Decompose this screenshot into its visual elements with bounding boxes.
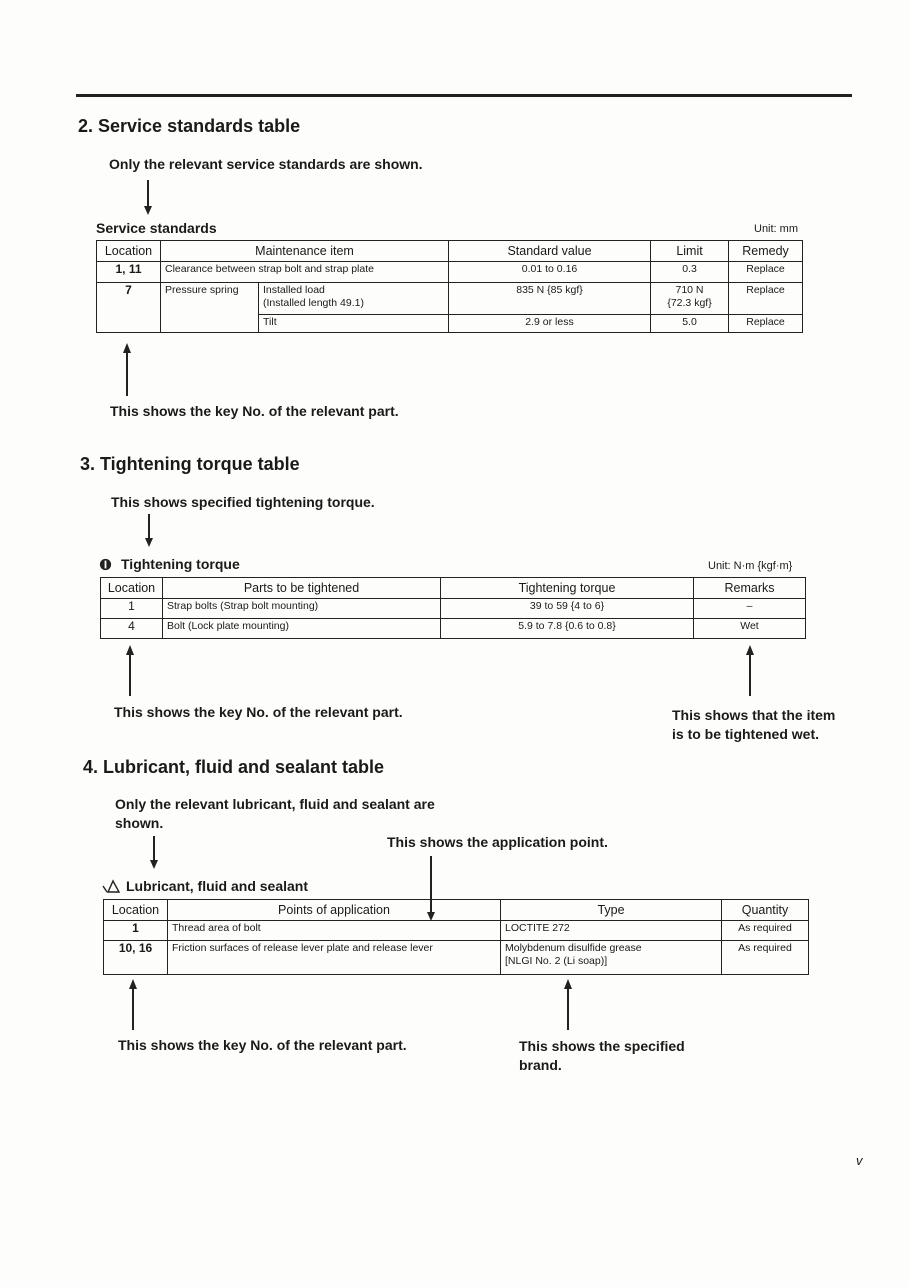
cell-type-subline: [NLGI No. 2 (Li soap)] bbox=[505, 955, 608, 967]
header-points: Points of application bbox=[168, 900, 501, 921]
header-limit: Limit bbox=[651, 241, 729, 262]
cell-points: Thread area of bolt bbox=[168, 921, 501, 941]
arrow-down-line bbox=[153, 836, 155, 862]
header-quantity: Quantity bbox=[722, 900, 809, 921]
cell-maintenance-item: Clearance between strap bolt and strap plate bbox=[161, 262, 449, 283]
arrow-down-icon bbox=[144, 206, 152, 215]
cell-type bbox=[501, 941, 722, 975]
cell-remarks: – bbox=[694, 599, 806, 619]
cell-limit: 5.0 bbox=[651, 315, 729, 333]
section-2-heading: 2. Service standards table bbox=[78, 116, 301, 136]
lubricant-caption: Lubricant, fluid and sealant bbox=[126, 878, 309, 894]
cell-location: 1, 11 bbox=[97, 262, 161, 283]
cell-item-group: Pressure spring bbox=[161, 283, 259, 333]
application-point-note: This shows the application point. bbox=[387, 834, 608, 850]
cell-quantity: As required bbox=[722, 941, 809, 975]
header-remarks: Remarks bbox=[694, 578, 806, 599]
cell-standard-value: 835 N {85 kgf} bbox=[449, 283, 651, 315]
table-header-row bbox=[101, 578, 806, 599]
table-row bbox=[101, 599, 806, 619]
header-parts: Parts to be tightened bbox=[163, 578, 441, 599]
arrow-up-line bbox=[129, 652, 131, 696]
header-type: Type bbox=[501, 900, 722, 921]
lubricant-table bbox=[103, 899, 809, 975]
cell-location: 1 bbox=[101, 599, 163, 619]
torque-symbol-icon bbox=[99, 558, 112, 571]
cell-location: 10, 16 bbox=[104, 941, 168, 975]
section-3-note: This shows specified tightening torque. bbox=[111, 494, 375, 510]
arrow-up-line bbox=[132, 986, 134, 1030]
tightening-torque-unit: Unit: N·m {kgf·m} bbox=[708, 560, 793, 572]
section-4-heading: 4. Lubricant, fluid and sealant table bbox=[83, 757, 385, 777]
cell-points: Friction surfaces of release lever plate and release lever bbox=[168, 941, 501, 975]
table-row bbox=[97, 283, 803, 315]
table-header-row bbox=[104, 900, 809, 921]
header-remedy: Remedy bbox=[729, 241, 803, 262]
arrow-up-line bbox=[126, 350, 128, 396]
cell-maintenance-item bbox=[259, 283, 449, 315]
cell-torque: 5.9 to 7.8 {0.6 to 0.8} bbox=[441, 619, 694, 639]
header-torque: Tightening torque bbox=[441, 578, 694, 599]
cell-item-line: Installed load bbox=[263, 284, 325, 296]
section-4-note-line-2: shown. bbox=[115, 815, 164, 831]
arrow-down-icon bbox=[145, 538, 153, 547]
table-row bbox=[104, 921, 809, 941]
top-rule bbox=[76, 94, 852, 97]
table-header-row bbox=[97, 241, 803, 262]
header-standard-value: Standard value bbox=[449, 241, 651, 262]
tightening-torque-caption: Tightening torque bbox=[121, 556, 240, 572]
cell-remedy: Replace bbox=[729, 283, 803, 315]
table-row bbox=[97, 262, 803, 283]
service-standards-table bbox=[96, 240, 803, 333]
cell-remedy: Replace bbox=[729, 262, 803, 283]
cell-item-subline: (Installed length 49.1) bbox=[263, 297, 364, 309]
header-maintenance-item: Maintenance item bbox=[161, 241, 449, 262]
key-number-note: This shows the key No. of the relevant part. bbox=[110, 403, 399, 419]
cell-type-line: Molybdenum disulfide grease bbox=[505, 942, 642, 954]
brand-note-line-1: This shows the specified bbox=[519, 1038, 685, 1054]
cell-parts: Bolt (Lock plate mounting) bbox=[163, 619, 441, 639]
section-2-note: Only the relevant service standards are shown. bbox=[109, 156, 423, 172]
cell-limit-line: 710 N bbox=[675, 284, 704, 296]
table-row bbox=[101, 619, 806, 639]
tightening-torque-table bbox=[100, 577, 806, 639]
section-4-note-line-1: Only the relevant lubricant, fluid and sealant are bbox=[115, 796, 435, 812]
cell-remarks: Wet bbox=[694, 619, 806, 639]
header-location: Location bbox=[104, 900, 168, 921]
cell-limit-subline: {72.3 kgf} bbox=[667, 297, 712, 309]
cell-location: 7 bbox=[97, 283, 161, 333]
cell-location: 4 bbox=[101, 619, 163, 639]
service-standards-caption: Service standards bbox=[96, 220, 217, 236]
page-number: v bbox=[856, 1153, 863, 1168]
cell-standard-value: 2.9 or less bbox=[449, 315, 651, 333]
cell-torque: 39 to 59 {4 to 6} bbox=[441, 599, 694, 619]
sealant-symbol-icon bbox=[102, 878, 121, 894]
cell-type: LOCTITE 272 bbox=[501, 921, 722, 941]
table-row bbox=[104, 941, 809, 975]
cell-limit bbox=[651, 283, 729, 315]
arrow-down-icon bbox=[150, 860, 158, 869]
key-number-note: This shows the key No. of the relevant part. bbox=[118, 1037, 407, 1053]
brand-note-line-2: brand. bbox=[519, 1057, 562, 1073]
cell-maintenance-item: Tilt bbox=[259, 315, 449, 333]
section-3-heading: 3. Tightening torque table bbox=[80, 454, 300, 474]
arrow-up-line bbox=[749, 652, 751, 696]
wet-note-line-2: is to be tightened wet. bbox=[672, 726, 820, 742]
header-location: Location bbox=[101, 578, 163, 599]
wet-note-line-1: This shows that the item bbox=[672, 707, 836, 723]
key-number-note: This shows the key No. of the relevant part. bbox=[114, 704, 403, 720]
cell-limit: 0.3 bbox=[651, 262, 729, 283]
arrow-down-line bbox=[148, 514, 150, 540]
arrow-up-line bbox=[567, 986, 569, 1030]
header-location: Location bbox=[97, 241, 161, 262]
service-standards-unit: Unit: mm bbox=[754, 223, 798, 235]
cell-remedy: Replace bbox=[729, 315, 803, 333]
cell-standard-value: 0.01 to 0.16 bbox=[449, 262, 651, 283]
cell-location: 1 bbox=[104, 921, 168, 941]
cell-parts: Strap bolts (Strap bolt mounting) bbox=[163, 599, 441, 619]
cell-quantity: As required bbox=[722, 921, 809, 941]
